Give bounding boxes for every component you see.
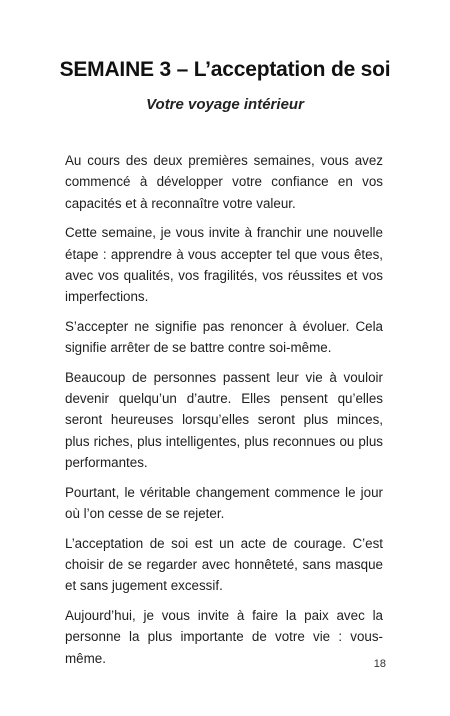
chapter-title: SEMAINE 3 – L’acceptation de soi [59,58,391,81]
chapter-subtitle: Votre voyage intérieur [146,96,304,113]
paragraph: S’accepter ne signifie pas renoncer à évoluer. Cela signifie arrêter de se battre contre soi-même. [65,318,383,356]
paragraph: L’acceptation de soi est un acte de courage. C’est choisir de se regarder avec honnêteté, sans masque et sans jugement excessif. [65,535,383,594]
paragraph: Aujourd’hui, je vous invite à faire la paix avec la personne la plus importante de votre vie : vous-même. [65,607,383,666]
body-text [65,150,383,677]
paragraph: Beaucoup de personnes passent leur vie à vouloir devenir quelqu’un d’autre. Elles pensent qu’elles seront heureuses lorsqu’elles seront plus minces, plus riches, plus intelligentes, plus reconnues ou plus performantes. [65,369,383,471]
paragraph: Au cours des deux premières semaines, vous avez commencé à développer votre confiance en vos capacités et à reconnaître votre valeur. [65,153,383,211]
paragraph: Cette semaine, je vous invite à franchir une nouvelle étape : apprendre à vous accepter tel que vous êtes, avec vos qualités, vos fragilités, vos réussites et vos imperfections. [65,225,383,305]
page-number: 18 [373,658,386,670]
paragraph: Pourtant, le véritable changement commence le jour où l’on cesse de se rejeter. [65,484,383,522]
